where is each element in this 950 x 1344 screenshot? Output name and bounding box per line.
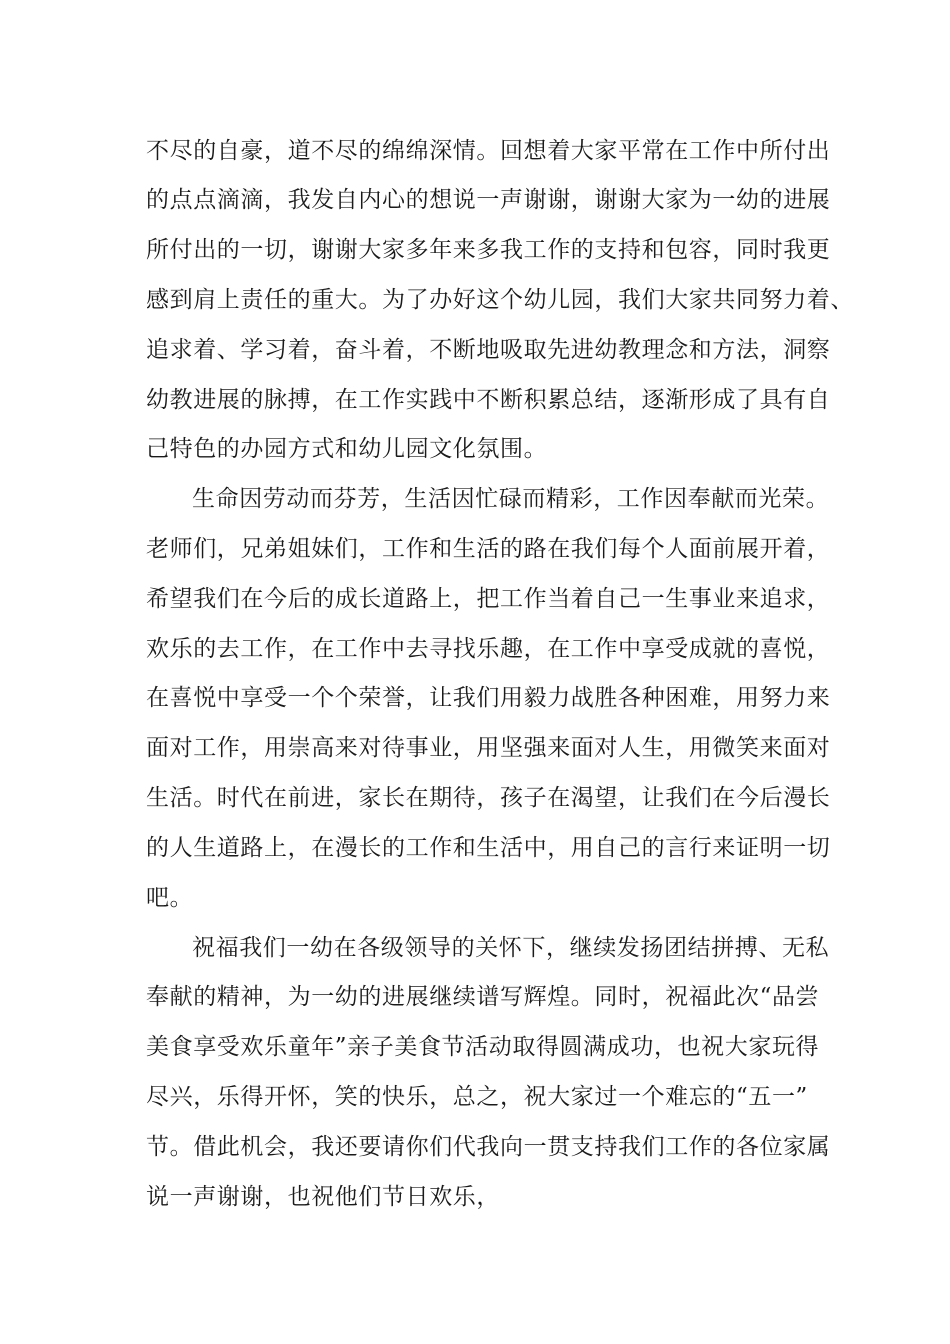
text-line-21: 节。借此机会，我还要请你们代我向一贯支持我们工作的各位家属 bbox=[146, 1134, 831, 1160]
text-line-9: 老师们，兄弟姐妹们，工作和生活的路在我们每个人面前展开着， bbox=[146, 536, 831, 562]
text-line-12: 在喜悦中享受一个个荣誉，让我们用毅力战胜各种困难，用努力来 bbox=[146, 685, 831, 711]
text-line-4: 感到肩上责任的重大。为了办好这个幼儿园，我们大家共同努力着、 bbox=[146, 287, 854, 313]
text-line-1: 不尽的自豪，道不尽的绵绵深情。回想着大家平常在工作中所付出 bbox=[146, 138, 831, 164]
text-line-13: 面对工作，用崇高来对待事业，用坚强来面对人生，用微笑来面对 bbox=[146, 735, 831, 761]
text-line-2: 的点点滴滴，我发自内心的想说一声谢谢，谢谢大家为一幼的进展 bbox=[146, 187, 831, 213]
text-line-3: 所付出的一切，谢谢大家多年来多我工作的支持和包容，同时我更 bbox=[146, 237, 831, 263]
paragraph-3-first-line: 祝福我们一幼在各级领导的关怀下，继续发扬团结拼搏、无私 bbox=[192, 935, 830, 961]
text-line-11: 欢乐的去工作，在工作中去寻找乐趣，在工作中享受成就的喜悦， bbox=[146, 636, 831, 662]
text-line-20: 尽兴，乐得开怀，笑的快乐，总之，祝大家过一个难忘的“五一” bbox=[146, 1084, 808, 1110]
text-line-18: 奉献的精神，为一幼的进展继续谱写辉煌。同时，祝福此次“品尝 bbox=[146, 984, 820, 1010]
text-line-5: 追求着、学习着，奋斗着，不断地吸取先进幼教理念和方法，洞察 bbox=[146, 337, 831, 363]
text-line-15: 的人生道路上，在漫长的工作和生活中，用自己的言行来证明一切 bbox=[146, 835, 831, 861]
text-line-6: 幼教进展的脉搏，在工作实践中不断积累总结，逐渐形成了具有自 bbox=[146, 387, 831, 413]
text-line-14: 生活。时代在前进，家长在期待，孩子在渴望，让我们在今后漫长 bbox=[146, 785, 831, 811]
text-line-10: 希望我们在今后的成长道路上，把工作当着自己一生事业来追求， bbox=[146, 586, 831, 612]
text-line-16: 吧。 bbox=[146, 885, 194, 911]
text-line-7: 己特色的办园方式和幼儿园文化氛围。 bbox=[146, 436, 548, 462]
text-line-22: 说一声谢谢，也祝他们节日欢乐， bbox=[146, 1184, 500, 1210]
text-line-19: 美食享受欢乐童年”亲子美食节活动取得圆满成功，也祝大家玩得 bbox=[146, 1034, 820, 1060]
paragraph-2-first-line: 生命因劳动而芬芳，生活因忙碌而精彩，工作因奉献而光荣。 bbox=[192, 486, 830, 512]
